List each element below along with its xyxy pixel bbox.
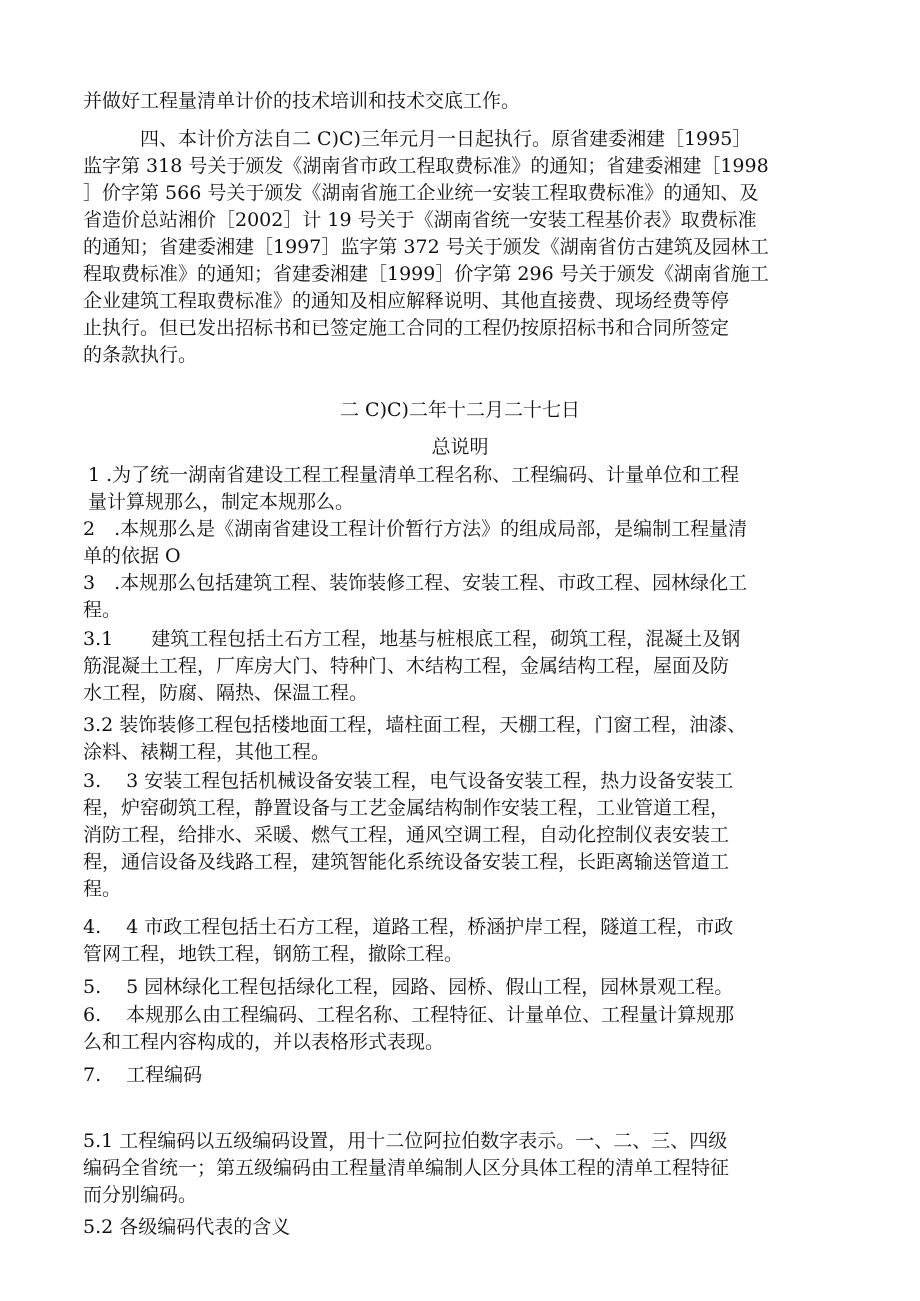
text-line: 3.2 装饰装修工程包括楼地面工程，墙柱面工程，天棚工程，门窗工程，油漆、 — [83, 714, 747, 736]
text-line: 4. 4 市政工程包括土石方工程，道路工程，桥涵护岸工程，隧道工程，市政 — [83, 916, 734, 938]
numbered-item-3-4 — [83, 914, 843, 968]
text-line: 水工程，防腐、隔热、保温工程。 — [83, 682, 369, 704]
text-line: 消防工程，给排水、采暖、燃气工程，通风空调工程，自动化控制仪表安装工 — [83, 824, 730, 846]
numbered-item-3-1 — [83, 626, 843, 707]
text-line: 企业建筑工程取费标准》的通知及相应解释说明、其他直接费、现场经费等停 — [83, 290, 730, 312]
text-line: 6. 本规那么由工程编码、工程名称、工程特征、计量单位、工程量计算规那 — [83, 1004, 735, 1026]
numbered-item-3-2 — [83, 712, 843, 766]
text-line: 编码全省统一；第五级编码由工程量清单编制人区分具体工程的清单工程特征 — [83, 1157, 730, 1179]
numbered-item-3-3 — [83, 768, 843, 903]
numbered-item-5-1 — [83, 1128, 843, 1209]
text-line: 程。 — [83, 878, 122, 900]
text-line: 7. 工程编码 — [83, 1064, 203, 1086]
text-line: 程取费标准》的通知；省建委湘建［1999］价字第 296 号关于颁发《湖南省施工 — [83, 263, 769, 285]
numbered-item-1 — [88, 462, 848, 516]
numbered-item-2 — [83, 516, 843, 570]
text-line: 而分别编码。 — [83, 1184, 198, 1206]
text-line: 并做好工程量清单计价的技术培训和技术交底工作。 — [83, 90, 521, 112]
numbered-item-6 — [83, 1002, 843, 1056]
text-line: ］价字第 566 号关于颁发《湖南省施工企业统一安装工程取费标准》的通知、及 — [83, 182, 759, 204]
text-line: 3. 3 安装工程包括机械设备安装工程，电气设备安装工程，热力设备安装工 — [83, 770, 734, 792]
text-line: 量计算规那么，制定本规那么。 — [88, 491, 355, 513]
text-line: 四、本计价方法自二 C)C)三年元月一日起执行。原省建委湘建［1995］ — [83, 128, 752, 150]
numbered-item-5-2 — [83, 1214, 843, 1241]
text-line: 止执行。但已发出招标书和已签定施工合同的工程仍按原招标书和合同所签定 — [83, 317, 730, 339]
section-title: 总说明 — [431, 436, 489, 458]
text-line: 程。 — [83, 599, 122, 621]
text-line: 3.1 建筑工程包括土石方工程，地基与桩根底工程，砌筑工程，混凝土及钢 — [83, 628, 741, 650]
text-line: 2 .本规那么是《湖南省建设工程计价暂行方法》的组成局部，是编制工程量清 — [83, 518, 748, 540]
text-line: 1 .为了统一湖南省建设工程工程量清单工程名称、工程编码、计量单位和工程 — [88, 464, 740, 486]
date-line: 二 C)C)二年十二月二十七日 — [340, 399, 580, 421]
text-line: 涂料、裱糊工程，其他工程。 — [83, 741, 331, 763]
text-line: 么和工程内容构成的，并以表格形式表现。 — [83, 1031, 445, 1053]
text-line: 3 .本规那么包括建筑工程、装饰装修工程、安装工程、市政工程、园林绿化工 — [83, 572, 748, 594]
numbered-item-3-5 — [83, 974, 843, 1001]
numbered-item-7 — [83, 1062, 843, 1089]
text-line: 5.2 各级编码代表的含义 — [83, 1216, 291, 1238]
numbered-item-3 — [83, 570, 843, 624]
text-line: 程，通信设备及线路工程，建筑智能化系统设备安装工程，长距离输送管道工 — [83, 851, 730, 873]
text-line: 的通知；省建委湘建［1997］监字第 372 号关于颁发《湖南省仿古建筑及园林工 — [83, 236, 769, 258]
paragraph-four — [83, 126, 843, 369]
text-line: 筋混凝土工程，厂库房大门、特种门、木结构工程，金属结构工程，屋面及防 — [83, 655, 730, 677]
text-line: 监字第 318 号关于颁发《湖南省市政工程取费标准》的通知；省建委湘建［1998 — [83, 155, 769, 177]
paragraph-intro — [83, 88, 843, 115]
text-line: 程，炉窑砌筑工程，静置设备与工艺金属结构制作安装工程，工业管道工程， — [83, 797, 730, 819]
text-line: 5. 5 园林绿化工程包括绿化工程，园路、园桥、假山工程，园林景观工程。 — [83, 976, 734, 998]
text-line: 5.1 工程编码以五级编码设置，用十二位阿拉伯数字表示。一、二、三、四级 — [83, 1130, 728, 1152]
text-line: 管网工程，地铁工程，钢筋工程，撤除工程。 — [83, 943, 464, 965]
text-line: 的条款执行。 — [83, 344, 198, 366]
text-line: 省造价总站湘价［2002］计 19 号关于《湖南省统一安装工程基价表》取费标准 — [83, 209, 757, 231]
text-line: 单的依据 O — [83, 545, 181, 567]
